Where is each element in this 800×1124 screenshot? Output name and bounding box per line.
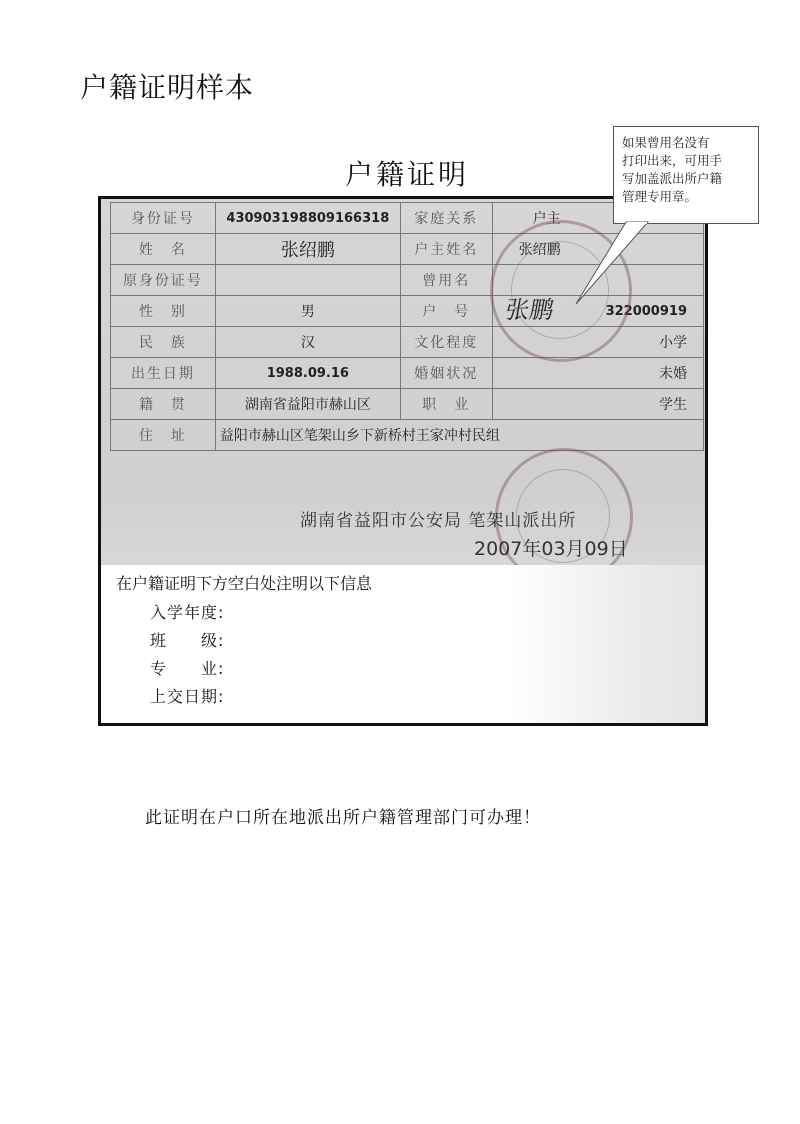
callout-line: 管理专用章。 bbox=[622, 189, 698, 204]
callout-line: 写加盖派出所户籍 bbox=[622, 171, 723, 186]
footer-note: 此证明在户口所在地派出所户籍管理部门可办理！ bbox=[145, 808, 541, 828]
marital-status-value: 未婚 bbox=[492, 358, 703, 389]
issuing-authority: 湖南省益阳市公安局 笔架山派出所 bbox=[300, 511, 577, 531]
callout-pointer bbox=[540, 200, 660, 310]
household-number-value: 322000919 bbox=[492, 296, 703, 327]
occupation-label: 职 业 bbox=[400, 389, 492, 420]
name-value: 张绍鹏 bbox=[215, 234, 400, 265]
class-field: 班 级: bbox=[150, 631, 225, 650]
table-row bbox=[111, 389, 704, 420]
table-row bbox=[111, 358, 704, 389]
education-value: 小学 bbox=[492, 327, 703, 358]
scan-shadow bbox=[510, 565, 705, 723]
native-place-value: 湖南省益阳市赫山区 bbox=[215, 389, 400, 420]
table-row bbox=[111, 420, 704, 451]
enrollment-year-field: 入学年度: bbox=[150, 603, 225, 622]
callout-line: 如果曾用名没有 bbox=[622, 135, 710, 150]
major-field: 专 业: bbox=[150, 659, 225, 678]
marital-status-label: 婚姻状况 bbox=[400, 358, 492, 389]
former-name-label: 曾用名 bbox=[400, 265, 492, 296]
certificate-title: 户籍证明 bbox=[345, 158, 470, 191]
former-id-value bbox=[215, 265, 400, 296]
id-number-label: 身份证号 bbox=[111, 203, 216, 234]
issue-date: 2007年03月09日 bbox=[474, 538, 628, 560]
gender-label: 性 别 bbox=[111, 296, 216, 327]
family-relation-value: 户主 bbox=[492, 203, 703, 234]
notes-heading: 在户籍证明下方空白处注明以下信息 bbox=[116, 574, 373, 593]
education-label: 文化程度 bbox=[400, 327, 492, 358]
householder-name-value: 张绍鹏 bbox=[492, 234, 703, 265]
id-number-value: 430903198809166318 bbox=[215, 203, 400, 234]
name-label: 姓 名 bbox=[111, 234, 216, 265]
native-place-label: 籍 贯 bbox=[111, 389, 216, 420]
household-number-label: 户 号 bbox=[400, 296, 492, 327]
family-relation-label: 家庭关系 bbox=[400, 203, 492, 234]
submission-date-field: 上交日期: bbox=[150, 687, 225, 706]
birth-date-label: 出生日期 bbox=[111, 358, 216, 389]
birth-date-value: 1988.09.16 bbox=[215, 358, 400, 389]
handwritten-signature: 张鹏 bbox=[503, 296, 557, 324]
householder-name-label: 户主姓名 bbox=[400, 234, 492, 265]
former-id-label: 原身份证号 bbox=[111, 265, 216, 296]
ethnicity-value: 汉 bbox=[215, 327, 400, 358]
address-label: 住 址 bbox=[111, 420, 216, 451]
occupation-value: 学生 bbox=[492, 389, 703, 420]
address-value: 益阳市赫山区笔架山乡下新桥村王家冲村民组 bbox=[215, 420, 703, 451]
ethnicity-label: 民 族 bbox=[111, 327, 216, 358]
page-heading: 户籍证明样本 bbox=[80, 71, 255, 104]
callout-line: 打印出来，可用手 bbox=[622, 153, 723, 168]
gender-value: 男 bbox=[215, 296, 400, 327]
